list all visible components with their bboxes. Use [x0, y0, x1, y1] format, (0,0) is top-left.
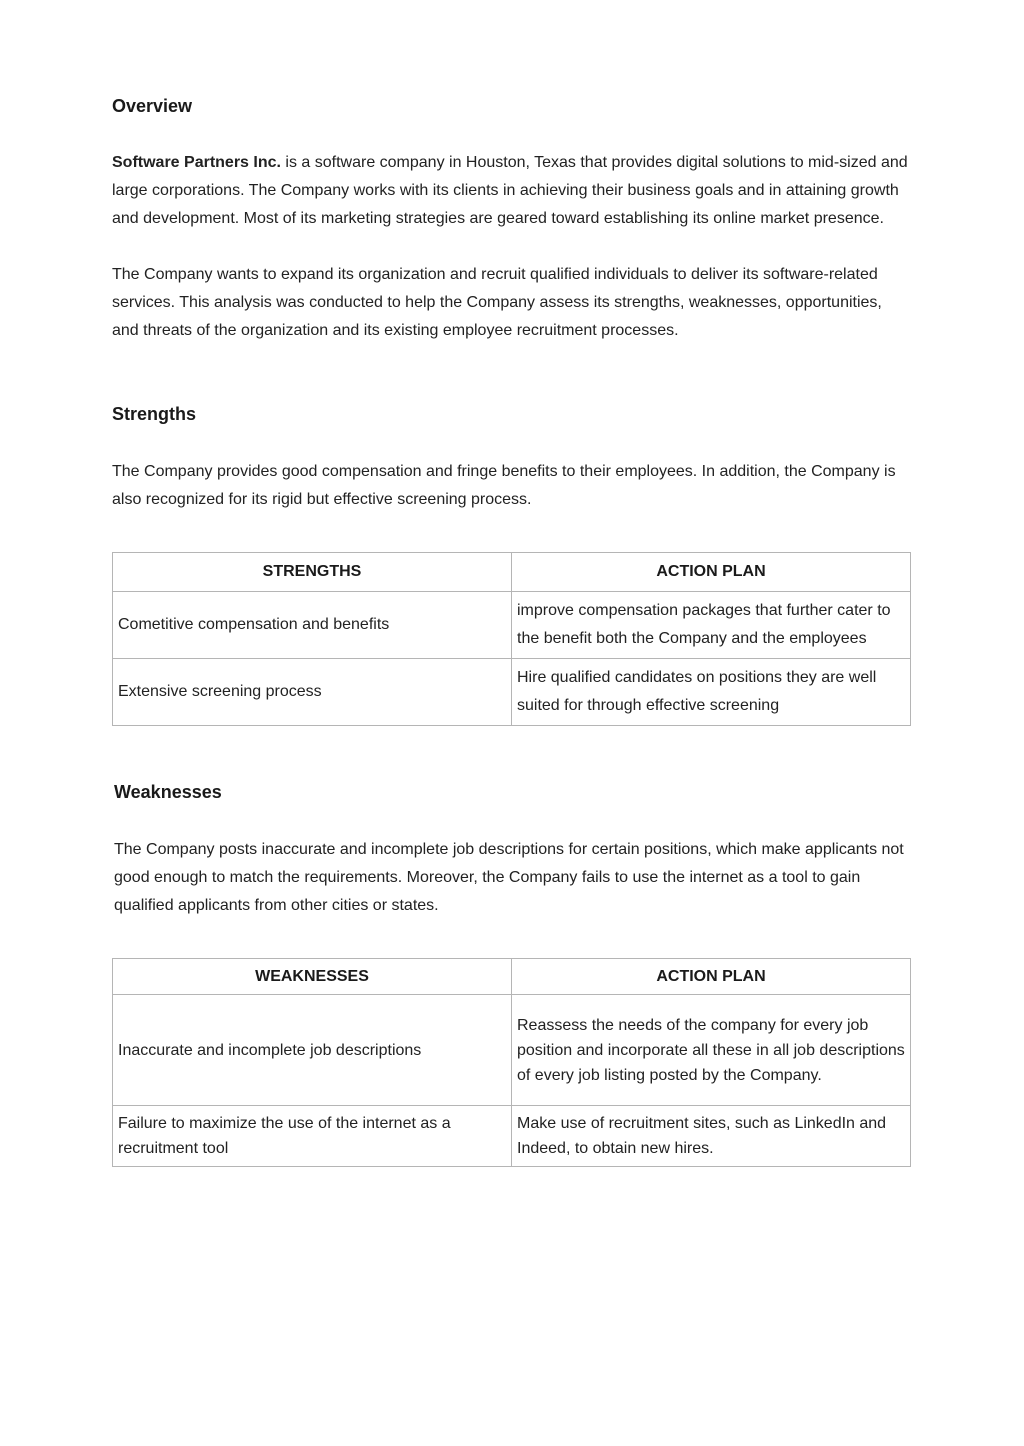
strengths-paragraph: The Company provides good compensation and fringe benefits to their employees. In addition, the Company is also recognized for its rigid but effective screening process. — [112, 463, 896, 508]
table-row — [113, 659, 911, 726]
table-header-row — [113, 553, 911, 592]
table-header-action-plan: ACTION PLAN — [512, 959, 911, 995]
table-header-row — [113, 959, 911, 995]
strengths-table — [112, 552, 911, 726]
weaknesses-paragraph: The Company posts inaccurate and incomplete job descriptions for certain positions, which make applicants not good enough to match the requirements. Moreover, the Company fails to use the internet as a tool to gain qualified applicants from other cities or states. — [114, 841, 904, 914]
table-cell: Failure to maximize the use of the internet as a recruitment tool — [113, 1106, 512, 1167]
table-cell: improve compensation packages that further cater to the benefit both the Company and the employees — [512, 592, 911, 659]
company-name: Software Partners Inc. — [112, 154, 281, 171]
weaknesses-heading: Weaknesses — [114, 782, 222, 802]
table-row — [113, 1106, 911, 1167]
table-cell: Inaccurate and incomplete job descriptions — [113, 995, 512, 1106]
table-header-weaknesses: WEAKNESSES — [113, 959, 512, 995]
overview-heading: Overview — [112, 96, 193, 116]
table-header-action-plan: ACTION PLAN — [512, 553, 911, 592]
weaknesses-table — [112, 958, 911, 1167]
table-header-strengths: STRENGTHS — [113, 553, 512, 592]
overview-paragraph-2: The Company wants to expand its organization and recruit qualified individuals to deliver its software-related services. This analysis was conducted to help the Company assess its strengths, weaknesses, opportunities, and threats of the organization and its existing employee recruitment processes. — [112, 266, 882, 339]
table-cell: Reassess the needs of the company for every job position and incorporate all these in all job descriptions of every job listing posted by the Company. — [512, 995, 911, 1106]
table-row — [113, 995, 911, 1106]
table-cell: Hire qualified candidates on positions they are well suited for through effective screening — [512, 659, 911, 726]
table-cell: Cometitive compensation and benefits — [113, 592, 512, 659]
table-row — [113, 592, 911, 659]
overview-paragraph-1 — [112, 149, 910, 233]
table-cell: Extensive screening process — [113, 659, 512, 726]
table-cell: Make use of recruitment sites, such as LinkedIn and Indeed, to obtain new hires. — [512, 1106, 911, 1167]
strengths-heading: Strengths — [112, 404, 197, 424]
overview-paragraph-1-text: is a software company in Houston, Texas that provides digital solutions to mid-sized and large corporations. The Company works with its clients in achieving their business goals and in attaining growth and development. Most of its marketing strategies are geared toward establishing its online market presence. — [112, 154, 908, 227]
